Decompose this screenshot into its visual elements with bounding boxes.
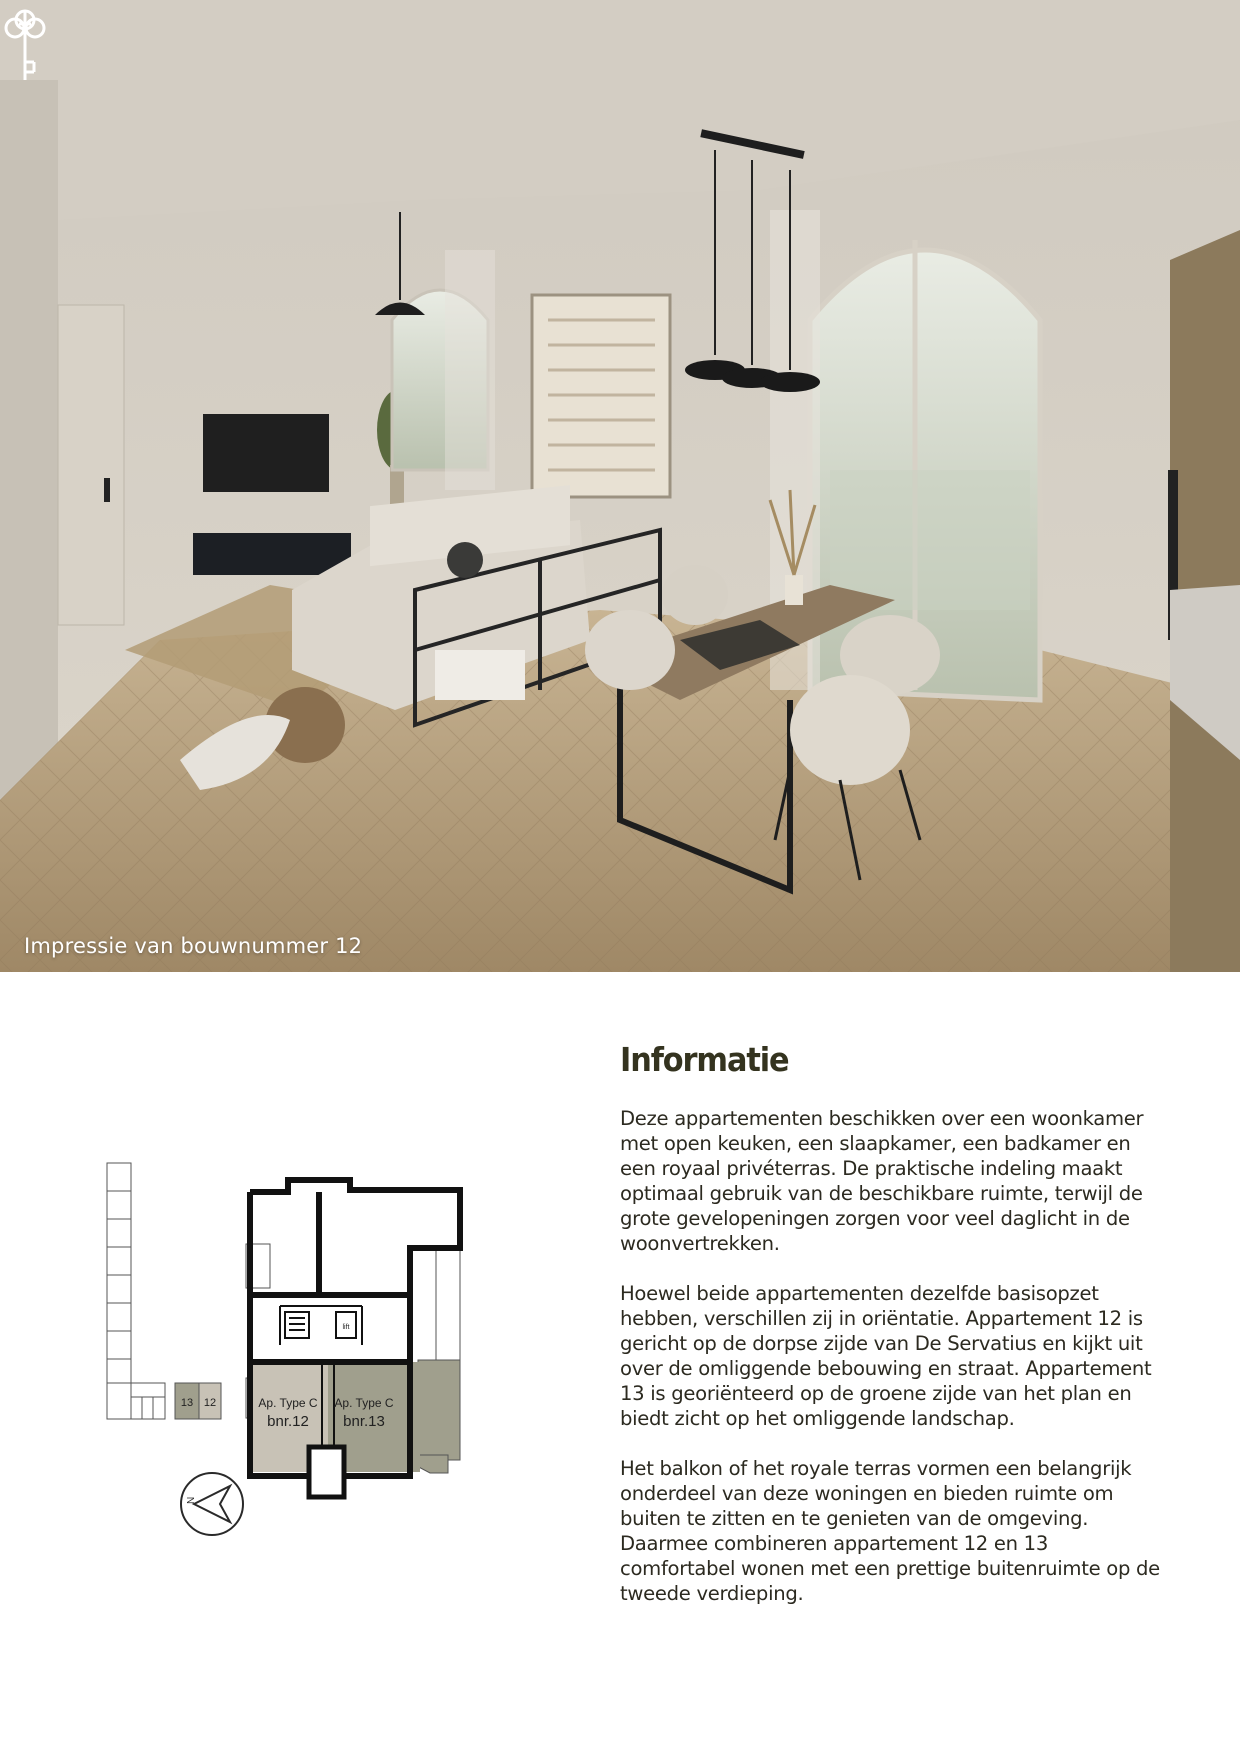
section-title: Informatie [620,1040,789,1079]
unit-12-type: Ap. Type C [258,1396,318,1410]
unit-13-type: Ap. Type C [334,1396,394,1410]
compass-label: N [186,1496,197,1504]
north-arrow-icon [181,1473,243,1535]
keyplan-label-13: 13 [180,1397,194,1409]
info-paragraph: Het balkon of het royale terras vormen een belangrijk onderdeel van deze woningen en bieden ruimte om buiten te zitten en te genieten van de omgeving. Daarmee combineren appartement 12 en 13 comfortabel wonen met een prettige buitenruimte op de tweede verdieping. [620,1457,1160,1605]
unit-12-number: bnr.12 [267,1413,309,1430]
keyplan [107,1163,165,1419]
unit-13-number: bnr.13 [343,1413,385,1430]
photo-caption: Impressie van bouwnummer 12 [24,934,363,958]
floor-plan [90,1140,520,1540]
info-paragraph: Deze appartementen beschikken over een woonkamer met open keuken, een slaapkamer, een badkamer en een royaal privéterras. De praktische indeling maakt optimaal gebruik van de beschikbare ruimte, terwijl de grote gevelopeningen zorgen voor veel daglicht in de woonvertrekken. [620,1107,1144,1255]
keyplan-label-12: 12 [203,1397,217,1409]
info-paragraph: Hoewel beide appartementen dezelfde basisopzet hebben, verschillen zij in oriëntatie. Appartement 12 is gericht op de dorpse zijde van De Servatius en kijkt uit over de omliggende bebouwing en straat. Appartement 13 is georiënteerd op de groene zijde van het plan en biedt zicht op het omliggende landschap. [620,1282,1152,1430]
lift-label: lift [342,1324,350,1331]
info-text [620,1106,1160,1631]
key-icon [0,0,50,84]
